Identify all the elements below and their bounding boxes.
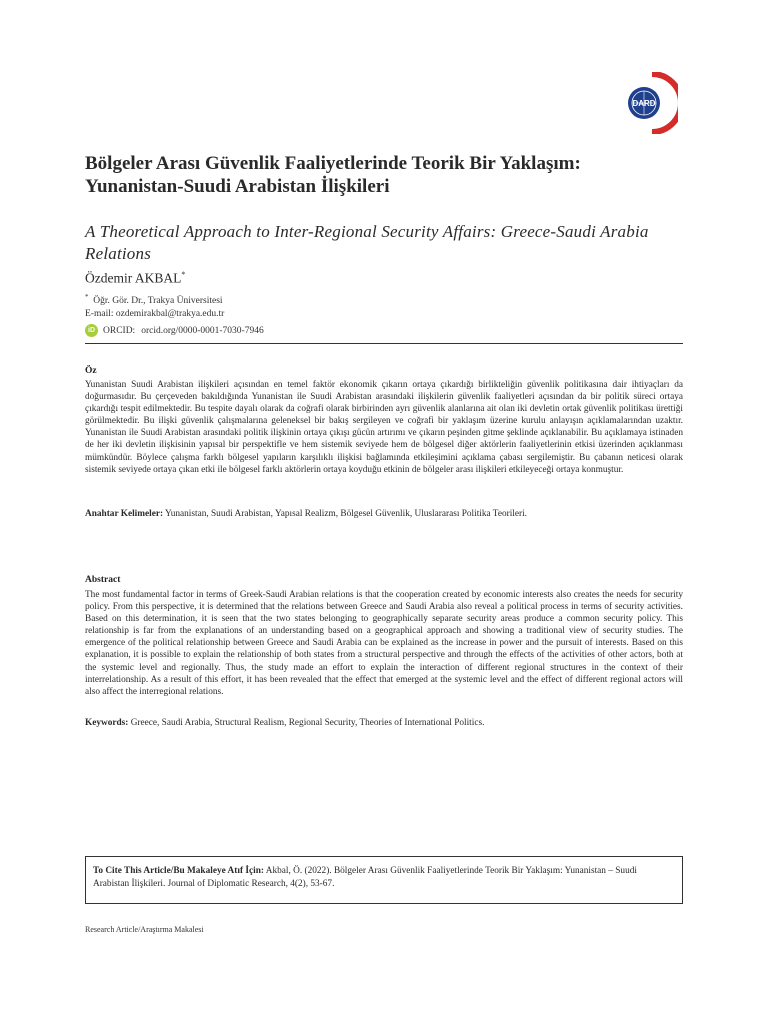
abstract-heading: Abstract [85, 575, 121, 585]
article-type-footer: Research Article/Araştırma Makalesi [85, 925, 204, 934]
journal-logo [622, 72, 678, 134]
affiliation-text: Öğr. Gör. Dr., Trakya Üniversitesi [93, 296, 223, 307]
affiliation-mark: * [85, 293, 89, 301]
author-name-text: Özdemir AKBAL [85, 270, 182, 286]
orcid-icon: iD [85, 324, 98, 337]
author-footnote-mark: * [181, 270, 186, 279]
orcid-line [85, 324, 264, 337]
abstract-text: The most fundamental factor in terms of Greek-Saudi Arabian relations is that the cooperation created by economic interests also creates the needs for security policy. From this perspective, it is determined that the relations between Greece and Saudi Arabia also reveal a political process in terms of security activities. Based on this determination, it is seen that the two states belonging to geographically separate security areas produce a common security policy. This relationship is far from the explanations of an understanding based on a geographical approach and showing a traditional view of security studies. The emergence of the political relationship between Greece and Saudi Arabia can be explained as the increase in power and the pursuit of interests. Based on this explanation, it is possible to explain the relationship of both states from a structural perspective and through the effects of the activities of other actors, both at the systemic level and regionally. Thus, the study made an effort to explain the interaction of different regional structures in the context of their interrelationship. As a result of this effort, it has been revealed that the effect that emerged at the systemic level and the effect of different regional actors will also affect the interregional relations. [85, 590, 683, 697]
orcid-link[interactable]: orcid.org/0000-0001-7030-7946 [141, 325, 264, 336]
keywords-turkish-text: Yunanistan, Suudi Arabistan, Yapısal Realizm, Bölgesel Güvenlik, Uluslararası Politika Teorileri. [163, 509, 528, 519]
header-divider [85, 343, 683, 344]
oz-text: Yunanistan Suudi Arabistan ilişkileri açısından en temel faktör ekonomik çıkarın ortaya çıkardığı birlikteliğin güvenlik politikasına dair ihtiyaçları da doğurmasıdır. Bu çerçeveden bakıldığında Yunanistan ile Suudi Arabistan arasındaki ilişkilerin güvenlik faaliyetleri açısından da bir politik süreci ortaya çıkardığı tespit edilmektedir. Bu tespite dayalı olarak da coğrafi olarak birbirinden ayrı güvenlik alanlarına ait olan iki devletin ortak güvenlik politikası ürettiği görülmektedir. Bu ilişki güvenlik çalışmalarına geleneksel bir bakış sergileyen ve coğrafi bir yaklaşım üzerine kurulu anlayışın açıklamalarından uzaktır. Yunanistan ile Suudi Arabistan arasındaki politik ilişkinin ortaya çıkışı gücün artırımı ve çıkarın peşinden gitme şeklinde açıklanabilir. Bu açıklamaya istinaden de her iki devletin ilişkisinin yapısal bir perspektifle ve hem sistemik seviyede hem de bölgesel diğer aktörlerin faaliyetlerinin etkisi üzerinden açıklanması mümkündür. Böylece çalışma farklı bölgesel yapıların karşılıklı ilişkisi bağlamında etkileşimini açıklama çabası sergilemiştir. Bu çabanın neticesi olarak sistemik seviyede ortaya çıkan etki ile bölgesel farklı aktörlerin ortaya koyduğu etkinin de bölgeler arası ilişkileri etkileyeceği ortaya konmuştur. [85, 380, 683, 475]
keywords-turkish [85, 509, 683, 519]
citation-label: To Cite This Article/Bu Makaleye Atıf İçin: [93, 866, 264, 876]
citation-body: Akbal, Ö. (2022). Bölgeler Arası Güvenlik Faaliyetlerinde Teorik Bir Yaklaşım: Yunanistan – Suudi Arabistan İlişkileri. Journal of Diplomatic Research, 4(2), 53-67. [93, 866, 637, 889]
keywords-english-text: Greece, Saudi Arabia, Structural Realism, Regional Security, Theories of International Politics. [128, 718, 485, 728]
affiliation [85, 293, 223, 306]
email-line[interactable]: E-mail: ozdemirakbal@trakya.edu.tr [85, 309, 225, 319]
citation-text [93, 865, 673, 891]
keywords-english [85, 718, 683, 728]
author-name [85, 270, 185, 287]
title-turkish: Bölgeler Arası Güvenlik Faaliyetlerinde Teorik Bir Yaklaşım: Yunanistan-Suudi Arabistan İlişkileri [85, 153, 581, 197]
citation-box [85, 856, 683, 904]
keywords-english-label: Keywords: [85, 718, 129, 728]
orcid-label: ORCID: [103, 325, 136, 336]
logo-text: DARD [632, 99, 656, 108]
title-english: A Theoretical Approach to Inter-Regional Security Affairs: Greece-Saudi Arabia Relations [85, 222, 649, 263]
keywords-turkish-label: Anahtar Kelimeler: [85, 509, 164, 519]
oz-heading: Öz [85, 366, 97, 376]
